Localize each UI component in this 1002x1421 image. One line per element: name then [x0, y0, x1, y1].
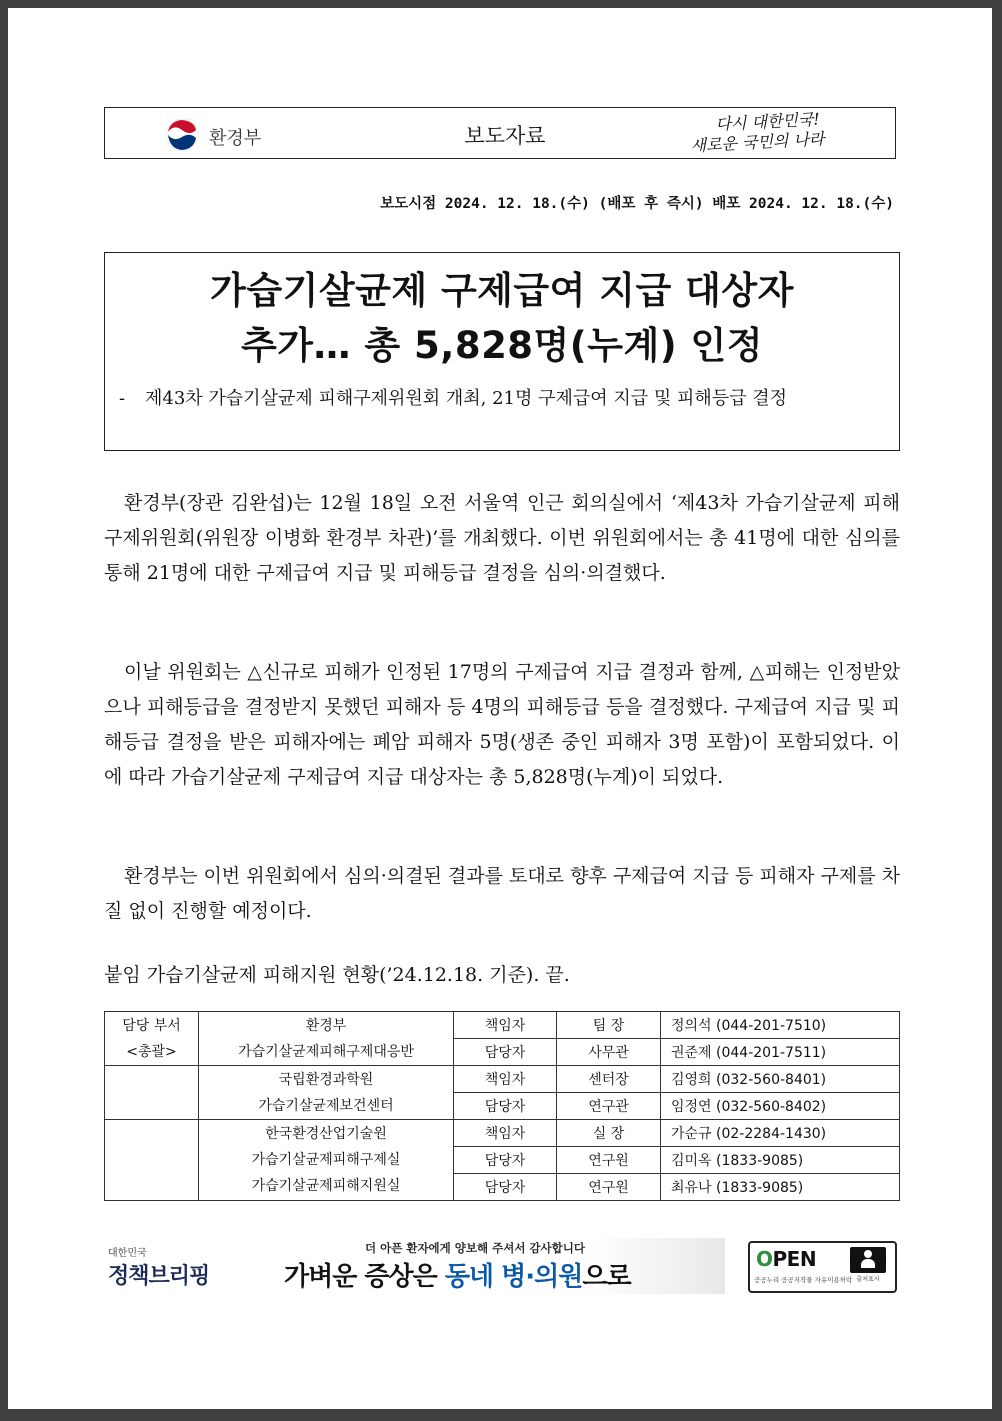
brand-small-text: 대한민국: [108, 1248, 147, 1259]
dept-label-sub: <총괄>: [126, 1043, 177, 1060]
header-box: [104, 107, 896, 159]
role-cell: 담당자: [454, 1093, 557, 1120]
headline: [105, 263, 899, 373]
policy-briefing-logo: [108, 1244, 228, 1290]
role-cell: 담당자: [454, 1147, 557, 1174]
banner-main-a: 가벼운 증상은: [284, 1262, 445, 1292]
paragraph-1-text: 환경부(장관 김완섭)는 12월 18일 오전 서울역 인근 회의실에서 ‘제43차 가습기살균제 피해구제위원회(위원장 이병화 환경부 차관)’를 개최했다. 이번 위원회에서는 총 41명에 대한 심의를 통해 21명에 대한 구제급여 지급 및 피해등급 결정을 심의·의결했다.: [104, 492, 900, 584]
contact-cell: 정의석 (044-201-7510): [661, 1012, 900, 1039]
press-release-page: [8, 8, 992, 1409]
contact-cell: 가순규 (02-2284-1430): [661, 1120, 900, 1147]
title-cell: 팀 장: [557, 1012, 661, 1039]
open-logo: OPEN: [756, 1247, 817, 1271]
contact-cell: 김미옥 (1833-9085): [661, 1147, 900, 1174]
open-license-badge: [748, 1241, 897, 1293]
contact-cell: 김영희 (032-560-8401): [661, 1066, 900, 1093]
government-emblem-icon: [165, 118, 199, 152]
paragraph-3: [104, 859, 900, 929]
banner-top-text: 더 아픈 환자에게 양보해 주셔서 감사합니다: [365, 1241, 585, 1255]
title-box: [104, 252, 900, 451]
attachment-note: 붙임 가습기살균제 피해지원 현황(’24.12.18. 기준). 끝.: [104, 964, 570, 986]
title-cell: 연구원: [557, 1174, 661, 1201]
title-cell: 실 장: [557, 1120, 661, 1147]
subheadline: [119, 386, 891, 411]
subheadline-dash: -: [119, 388, 126, 409]
dept-label: 담당 부서: [122, 1017, 181, 1034]
slogan: [689, 106, 891, 156]
paragraph-1: [104, 486, 900, 591]
title-cell: 사무관: [557, 1039, 661, 1066]
org-unit: 가습기살균제피해지원실: [251, 1178, 401, 1194]
title-cell: 연구관: [557, 1093, 661, 1120]
org-name: 환경부: [305, 1017, 347, 1034]
title-cell: 연구원: [557, 1147, 661, 1174]
contact-table: [104, 1011, 900, 1201]
banner-main-text: [284, 1256, 631, 1293]
release-dates: 보도시점 2024. 12. 18.(수) (배포 후 즉시) 배포 2024. 12. 18.(수): [380, 196, 894, 212]
contact-cell: 최유나 (1833-9085): [661, 1174, 900, 1201]
campaign-banner: [270, 1238, 725, 1294]
org-cell: [199, 1120, 454, 1201]
role-cell: 책임자: [454, 1120, 557, 1147]
org-unit: 가습기살균제피해구제실: [251, 1152, 401, 1168]
slogan-line-1: 다시 대한민국!: [715, 109, 821, 134]
org-unit: 가습기살균제보건센터: [258, 1097, 394, 1114]
attribution-icon: [850, 1247, 886, 1273]
table-row: [105, 1012, 900, 1039]
org-cell: [199, 1066, 454, 1120]
org-name: 국립환경과학원: [278, 1071, 374, 1088]
ministry-name: 환경부: [209, 128, 262, 149]
dept-empty-cell: [105, 1120, 199, 1201]
subheadline-text: 제43차 가습기살균제 피해구제위원회 개최, 21명 구제급여 지급 및 피해등급 결정: [145, 388, 788, 409]
org-cell: [199, 1012, 454, 1066]
contact-cell: 임정연 (032-560-8402): [661, 1093, 900, 1120]
contact-cell: 권준제 (044-201-7511): [661, 1039, 900, 1066]
org-unit: 가습기살균제피해구제대응반: [238, 1043, 414, 1060]
document-type: 보도자료: [464, 124, 546, 148]
role-cell: 책임자: [454, 1012, 557, 1039]
headline-line-1: 가습기살균제 구제급여 지급 대상자: [210, 269, 794, 312]
paragraph-2-text: 이날 위원회는 △신규로 피해가 인정된 17명의 구제급여 지급 결정과 함께, △피해는 인정받았으나 피해등급을 결정받지 못했던 피해자 등 4명의 피해등급 등을 결정했다. 구제급여 지급 및 피해등급 결정을 받은 피해자에는 폐암 피해자 5명(생존 중인 피해자 3명 포함)이 포함되었다. 이에 따라 가습기살균제 구제급여 지급 대상자는 총 5,828명(누계)이 되었다.: [104, 661, 900, 788]
paragraph-2: [104, 655, 900, 795]
org-name: 한국환경산업기술원: [265, 1126, 387, 1142]
table-row: [105, 1120, 900, 1147]
title-cell: 센터장: [557, 1066, 661, 1093]
role-cell: 담당자: [454, 1174, 557, 1201]
dept-empty-cell: [105, 1066, 199, 1120]
slogan-line-2: 새로운 국민의 나라: [690, 129, 825, 156]
role-cell: 담당자: [454, 1039, 557, 1066]
banner-main-highlight: 동네 병·의원: [444, 1262, 583, 1292]
brand-name: 정책브리핑: [108, 1264, 210, 1289]
table-row: [105, 1066, 900, 1093]
license-caption: 공공누리 공공저작물 자유이용허락: [754, 1276, 853, 1284]
banner-main-c: 으로: [582, 1262, 631, 1292]
headline-line-2: 추가… 총 5,828명(누계) 인정: [241, 324, 763, 367]
dept-label-cell: [105, 1012, 199, 1066]
license-type: 출처표시: [856, 1276, 880, 1283]
paragraph-3-text: 환경부는 이번 위원회에서 심의·의결된 결과를 토대로 향후 구제급여 지급 등 피해자 구제를 차질 없이 진행할 예정이다.: [104, 865, 900, 922]
role-cell: 책임자: [454, 1066, 557, 1093]
